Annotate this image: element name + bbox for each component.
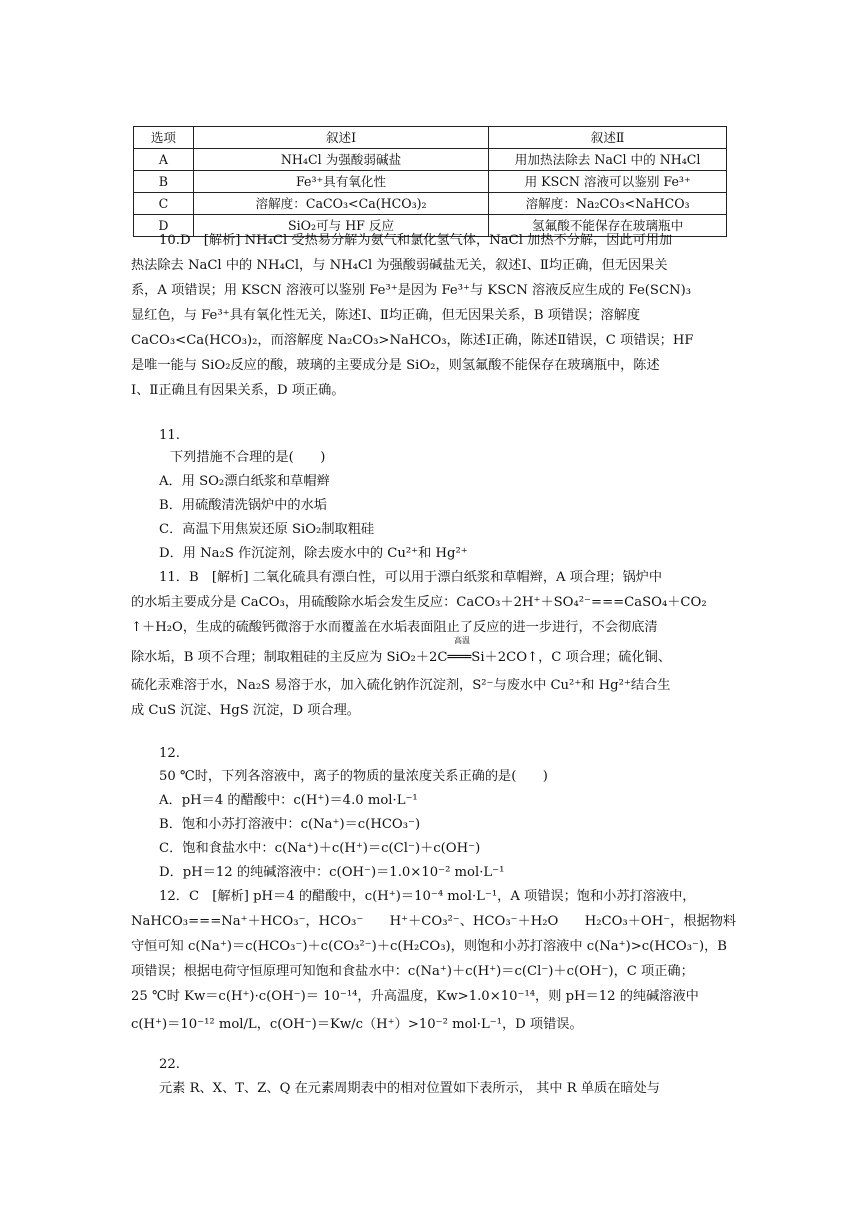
q12-number: 12. xyxy=(159,746,180,761)
q10-answer-line: 是唯一能与 SiO₂反应的酸，玻璃的主要成分是 SiO₂，则氢氟酸不能保存在玻璃瓶中，陈述 xyxy=(131,358,660,373)
q22-number: 22. xyxy=(159,1057,180,1072)
q22-stem: 元素 R、X、T、Z、Q 在元素周期表中的相对位置如下表所示， 其中 R 单质在暗处与 xyxy=(159,1081,660,1096)
table-cell: SiO₂可与 HF 反应 xyxy=(193,215,488,237)
q10-answer-line: 10.D [解析] NH₄Cl 受热易分解为氨气和氯化氢气体，NaCl 加热不分解，因此可用加 xyxy=(159,233,673,248)
q10-answer-line: CaCO₃<Ca(HCO₃)₂，而溶解度 Na₂CO₃>NaHCO₃，陈述Ⅰ正确，陈述Ⅱ错误，C 项错误；HF xyxy=(131,333,694,348)
table-cell: 氢氟酸不能保存在玻璃瓶中 xyxy=(489,215,727,237)
q12-answer-line: NaHCO₃===Na⁺＋HCO₃⁻，HCO₃⁻ H⁺＋CO₃²⁻、HCO₃⁻＋H₂O H₂CO₃＋OH⁻，根据物料 xyxy=(131,914,737,929)
table-header-cell: 叙述Ⅱ xyxy=(489,127,727,149)
reaction-condition-label: 高温 xyxy=(454,636,470,645)
table-header-row xyxy=(134,127,727,149)
q10-answer-line: Ⅰ、Ⅱ正确且有因果关系，D 项正确。 xyxy=(131,383,345,398)
q12-answer-line: 守恒可知 c(Na⁺)＝c(HCO₃⁻)＋c(CO₃²⁻)＋c(H₂CO₃)，则饱和小苏打溶液中 c(Na⁺)>c(HCO₃⁻)，B xyxy=(131,939,727,954)
q12-stem: 50 ℃时，下列各溶液中，离子的物质的量浓度关系正确的是( ) xyxy=(159,769,548,784)
q12-option: C．饱和食盐水中：c(Na⁺)＋c(H⁺)＝c(Cl⁻)＋c(OH⁻) xyxy=(159,841,481,856)
table-cell: D xyxy=(134,215,194,237)
options-table xyxy=(133,126,727,237)
q11-stem: 下列措施不合理的是( ) xyxy=(170,450,326,465)
table-cell: 用加热法除去 NaCl 中的 NH₄Cl xyxy=(489,149,727,171)
q10-answer-line: 显红色，与 Fe³⁺具有氧化性无关，陈述Ⅰ、Ⅱ均正确，但无因果关系，B 项错误；溶解度 xyxy=(131,308,641,323)
q11-option: D．用 Na₂S 作沉淀剂，除去废水中的 Cu²⁺和 Hg²⁺ xyxy=(159,546,468,561)
q11-answer-line: 除水垢，B 项不合理；制取粗硅的主反应为 SiO₂＋2C═══Si＋2CO↑，C 项合理；硫化铜、 xyxy=(131,650,672,665)
table-row xyxy=(134,193,727,215)
table-cell: 溶解度：CaCO₃<Ca(HCO₃)₂ xyxy=(193,193,488,215)
q11-option: B．用硫酸清洗锅炉中的水垢 xyxy=(159,498,327,513)
table-cell: A xyxy=(134,149,194,171)
table-row xyxy=(134,149,727,171)
q11-answer-line: 成 CuS 沉淀、HgS 沉淀，D 项合理。 xyxy=(131,703,360,718)
q11-number: 11. xyxy=(159,428,180,443)
q12-option: A．pH＝4 的醋酸中：c(H⁺)＝4.0 mol·L⁻¹ xyxy=(159,793,418,808)
table-cell: 溶解度：Na₂CO₃<NaHCO₃ xyxy=(489,193,727,215)
q12-option: D．pH＝12 的纯碱溶液中：c(OH⁻)＝1.0×10⁻² mol·L⁻¹ xyxy=(159,865,505,880)
table-cell: 用 KSCN 溶液可以鉴别 Fe³⁺ xyxy=(489,171,727,193)
table-cell: Fe³⁺具有氧化性 xyxy=(193,171,488,193)
q12-answer-line: 25 ℃时 Kw＝c(H⁺)·c(OH⁻)＝ 10⁻¹⁴，升高温度，Kw>1.0×10⁻¹⁴，则 pH＝12 的纯碱溶液中 xyxy=(131,989,699,1004)
q10-answer-line: 系，A 项错误；用 KSCN 溶液可以鉴别 Fe³⁺是因为 Fe³⁺与 KSCN 溶液反应生成的 Fe(SCN)₃ xyxy=(131,283,692,298)
q11-option: C．高温下用焦炭还原 SiO₂制取粗硅 xyxy=(159,522,375,537)
table-header-cell: 叙述Ⅰ xyxy=(193,127,488,149)
table-cell: NH₄Cl 为强酸弱碱盐 xyxy=(193,149,488,171)
q11-answer-line: 硫化汞难溶于水，Na₂S 易溶于水，加入硫化钠作沉淀剂，S²⁻与废水中 Cu²⁺和 Hg²⁺结合生 xyxy=(131,678,671,693)
table-header-cell: 选项 xyxy=(134,127,194,149)
table-cell: B xyxy=(134,171,194,193)
q11-answer-line: ↑＋H₂O，生成的硫酸钙微溶于水而覆盖在水垢表面阻止了反应的进一步进行，不会彻底清 xyxy=(131,620,658,635)
q10-answer-line: 热法除去 NaCl 中的 NH₄Cl，与 NH₄Cl 为强酸弱碱盐无关，叙述Ⅰ、Ⅱ均正确，但无因果关 xyxy=(131,258,668,273)
q11-answer-line: 11．B [解析] 二氧化硫具有漂白性，可以用于漂白纸浆和草帽辫，A 项合理；锅炉中 xyxy=(159,570,663,585)
table-row xyxy=(134,171,727,193)
table-cell: C xyxy=(134,193,194,215)
q12-answer-line: 项错误；根据电荷守恒原理可知饱和食盐水中：c(Na⁺)＋c(H⁺)＝c(Cl⁻)＋c(OH⁻)，C 项正确； xyxy=(131,964,694,979)
q12-answer-line: c(H⁺)＝10⁻¹² mol/L，c(OH⁻)＝Kw/c（H⁺）>10⁻² mol·L⁻¹，D 项错误。 xyxy=(131,1017,583,1032)
q11-option: A．用 SO₂漂白纸浆和草帽辫 xyxy=(159,474,330,489)
q12-option: B．饱和小苏打溶液中：c(Na⁺)＝c(HCO₃⁻) xyxy=(159,817,421,832)
q11-answer-line: 的水垢主要成分是 CaCO₃，用硫酸除水垢会发生反应：CaCO₃＋2H⁺＋SO₄²⁻===CaSO₄＋CO₂ xyxy=(131,595,707,610)
q12-answer-line: 12．C [解析] pH＝4 的醋酸中，c(H⁺)＝10⁻⁴ mol·L⁻¹，A 项错误；饱和小苏打溶液中， xyxy=(159,889,696,904)
